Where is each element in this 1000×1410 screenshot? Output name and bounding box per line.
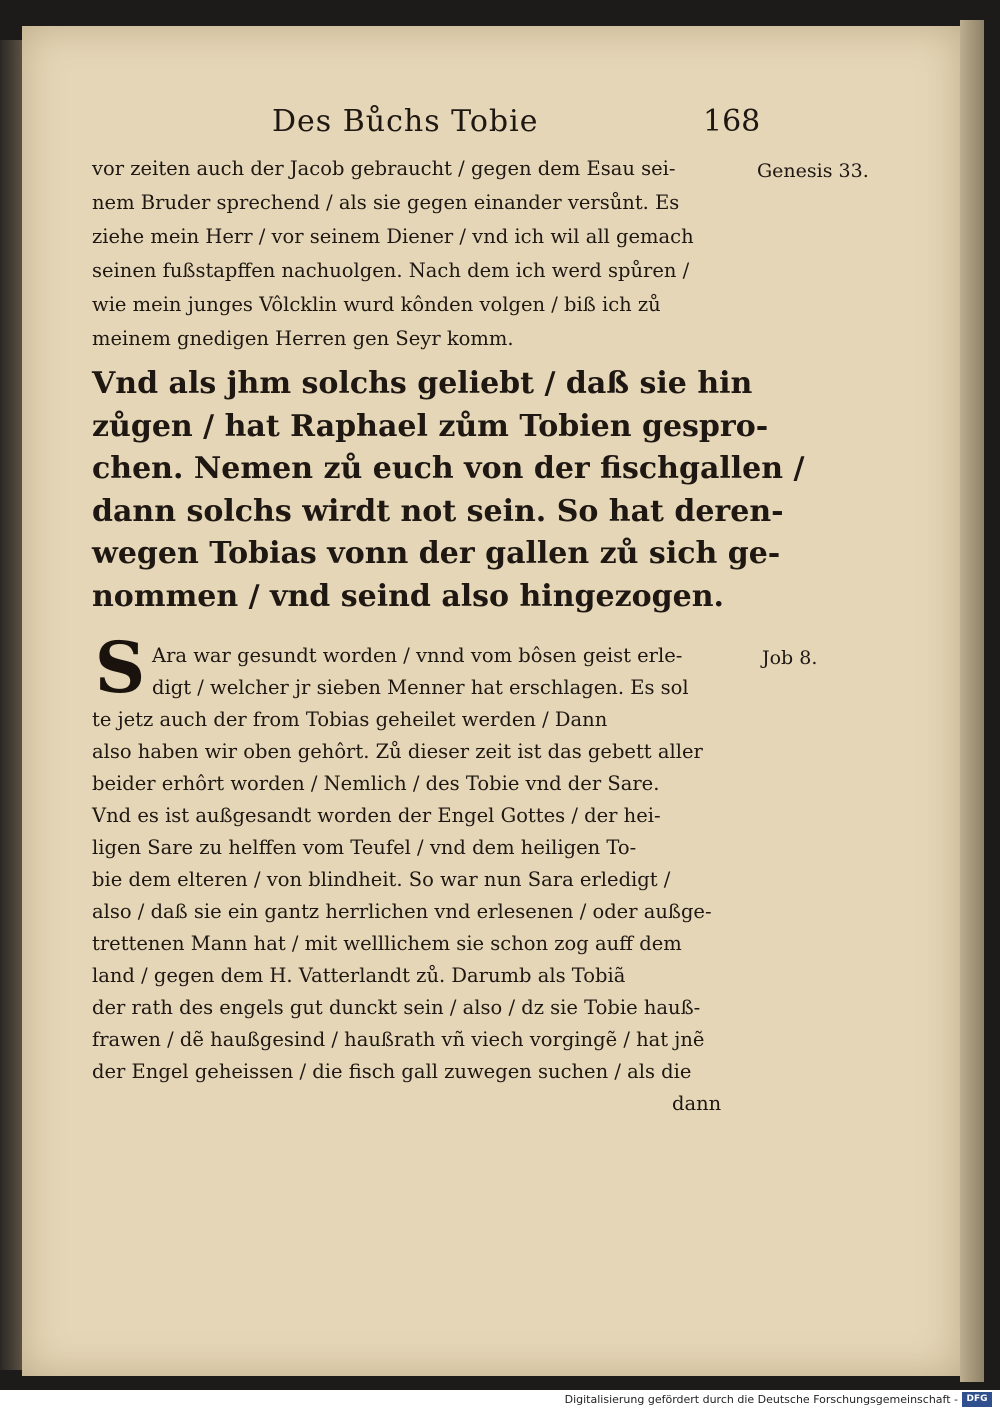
text-line: ligen Sare zu helffen vom Teufel / vnd dem heiligen To-	[92, 836, 637, 859]
dfg-logo: DFG	[962, 1392, 992, 1407]
page-edge	[960, 20, 984, 1382]
text-line: also haben wir oben gehôrt. Zů dieser zeit ist das gebett aller	[92, 740, 703, 763]
text-line: ziehe mein Herr / vor seinem Diener / vnd ich wil all gemach	[92, 225, 694, 248]
margin-note-job: Job 8.	[762, 647, 818, 669]
text-line: nem Bruder sprechend / als sie gegen einander versůnt. Es	[92, 191, 680, 214]
text-line: trettenen Mann hat / mit welllichem sie schon zog auff dem	[92, 932, 682, 955]
text-line: meinem gnedigen Herren gen Seyr komm.	[92, 327, 514, 350]
paragraph-1	[92, 152, 694, 356]
page-number: 168	[703, 104, 761, 139]
text-line: wie mein junges Vôlcklin wurd kônden volgen / biß ich zů	[92, 293, 661, 316]
text-line: frawen / dẽ haußgesind / haußrath vñ viech vorgingẽ / hat jnẽ	[92, 1028, 705, 1051]
text-line: chen. Nemen zů euch von der fischgallen /	[92, 451, 805, 486]
text-line: zůgen / hat Raphael zům Tobien gespro-	[92, 408, 769, 444]
funding-credit: Digitalisierung gefördert durch die Deutsche Forschungsgemeinschaft -	[564, 1393, 958, 1406]
text-line: beider erhôrt worden / Nemlich / des Tobie vnd der Sare.	[92, 772, 660, 795]
text-line: Vnd es ist außgesandt worden der Engel Gottes / der hei-	[92, 804, 661, 827]
running-header-title: Des Bůchs Tobie	[272, 104, 539, 139]
text-line: der rath des engels gut dunckt sein / also / dz sie Tobie hauß-	[92, 996, 701, 1019]
text-line: land / gegen dem H. Vatterlandt zů. Darumb als Tobiã	[92, 964, 626, 987]
text-line: dann solchs wirdt not sein. So hat deren-	[92, 493, 784, 529]
text-line: also / daß sie ein gantz herrlichen vnd erlesenen / oder außge-	[92, 900, 712, 923]
text-line: nommen / vnd seind also hingezogen.	[92, 578, 724, 614]
paragraph-2-large	[92, 363, 804, 618]
catchword: dann	[672, 1092, 722, 1115]
margin-note-genesis: Genesis 33.	[757, 160, 869, 182]
text-line: bie dem elteren / von blindheit. So war nun Sara erledigt /	[92, 868, 671, 891]
text-line: seinen fußstapffen nachuolgen. Nach dem ich werd spůren /	[92, 259, 690, 282]
initial-drop-cap: S	[94, 626, 146, 709]
text-line: digt / welcher jr sieben Menner hat erschlagen. Es sol	[152, 676, 689, 699]
text-line: vor zeiten auch der Jacob gebraucht / gegen dem Esau sei-	[92, 157, 676, 180]
text-line: Vnd als jhm solchs geliebt / daß sie hin	[92, 366, 753, 401]
text-line: te jetz auch der from Tobias geheilet werden / Dann	[92, 708, 608, 731]
text-line: wegen Tobias vonn der gallen zů sich ge-	[92, 536, 781, 571]
book-spine	[0, 40, 22, 1370]
text-line: der Engel geheissen / die fisch gall zuwegen suchen / als die	[92, 1060, 692, 1083]
text-line: Ara war gesundt worden / vnnd vom bôsen geist erle-	[152, 644, 683, 667]
footer-bar	[0, 1390, 1000, 1410]
paragraph-3	[92, 640, 722, 1120]
